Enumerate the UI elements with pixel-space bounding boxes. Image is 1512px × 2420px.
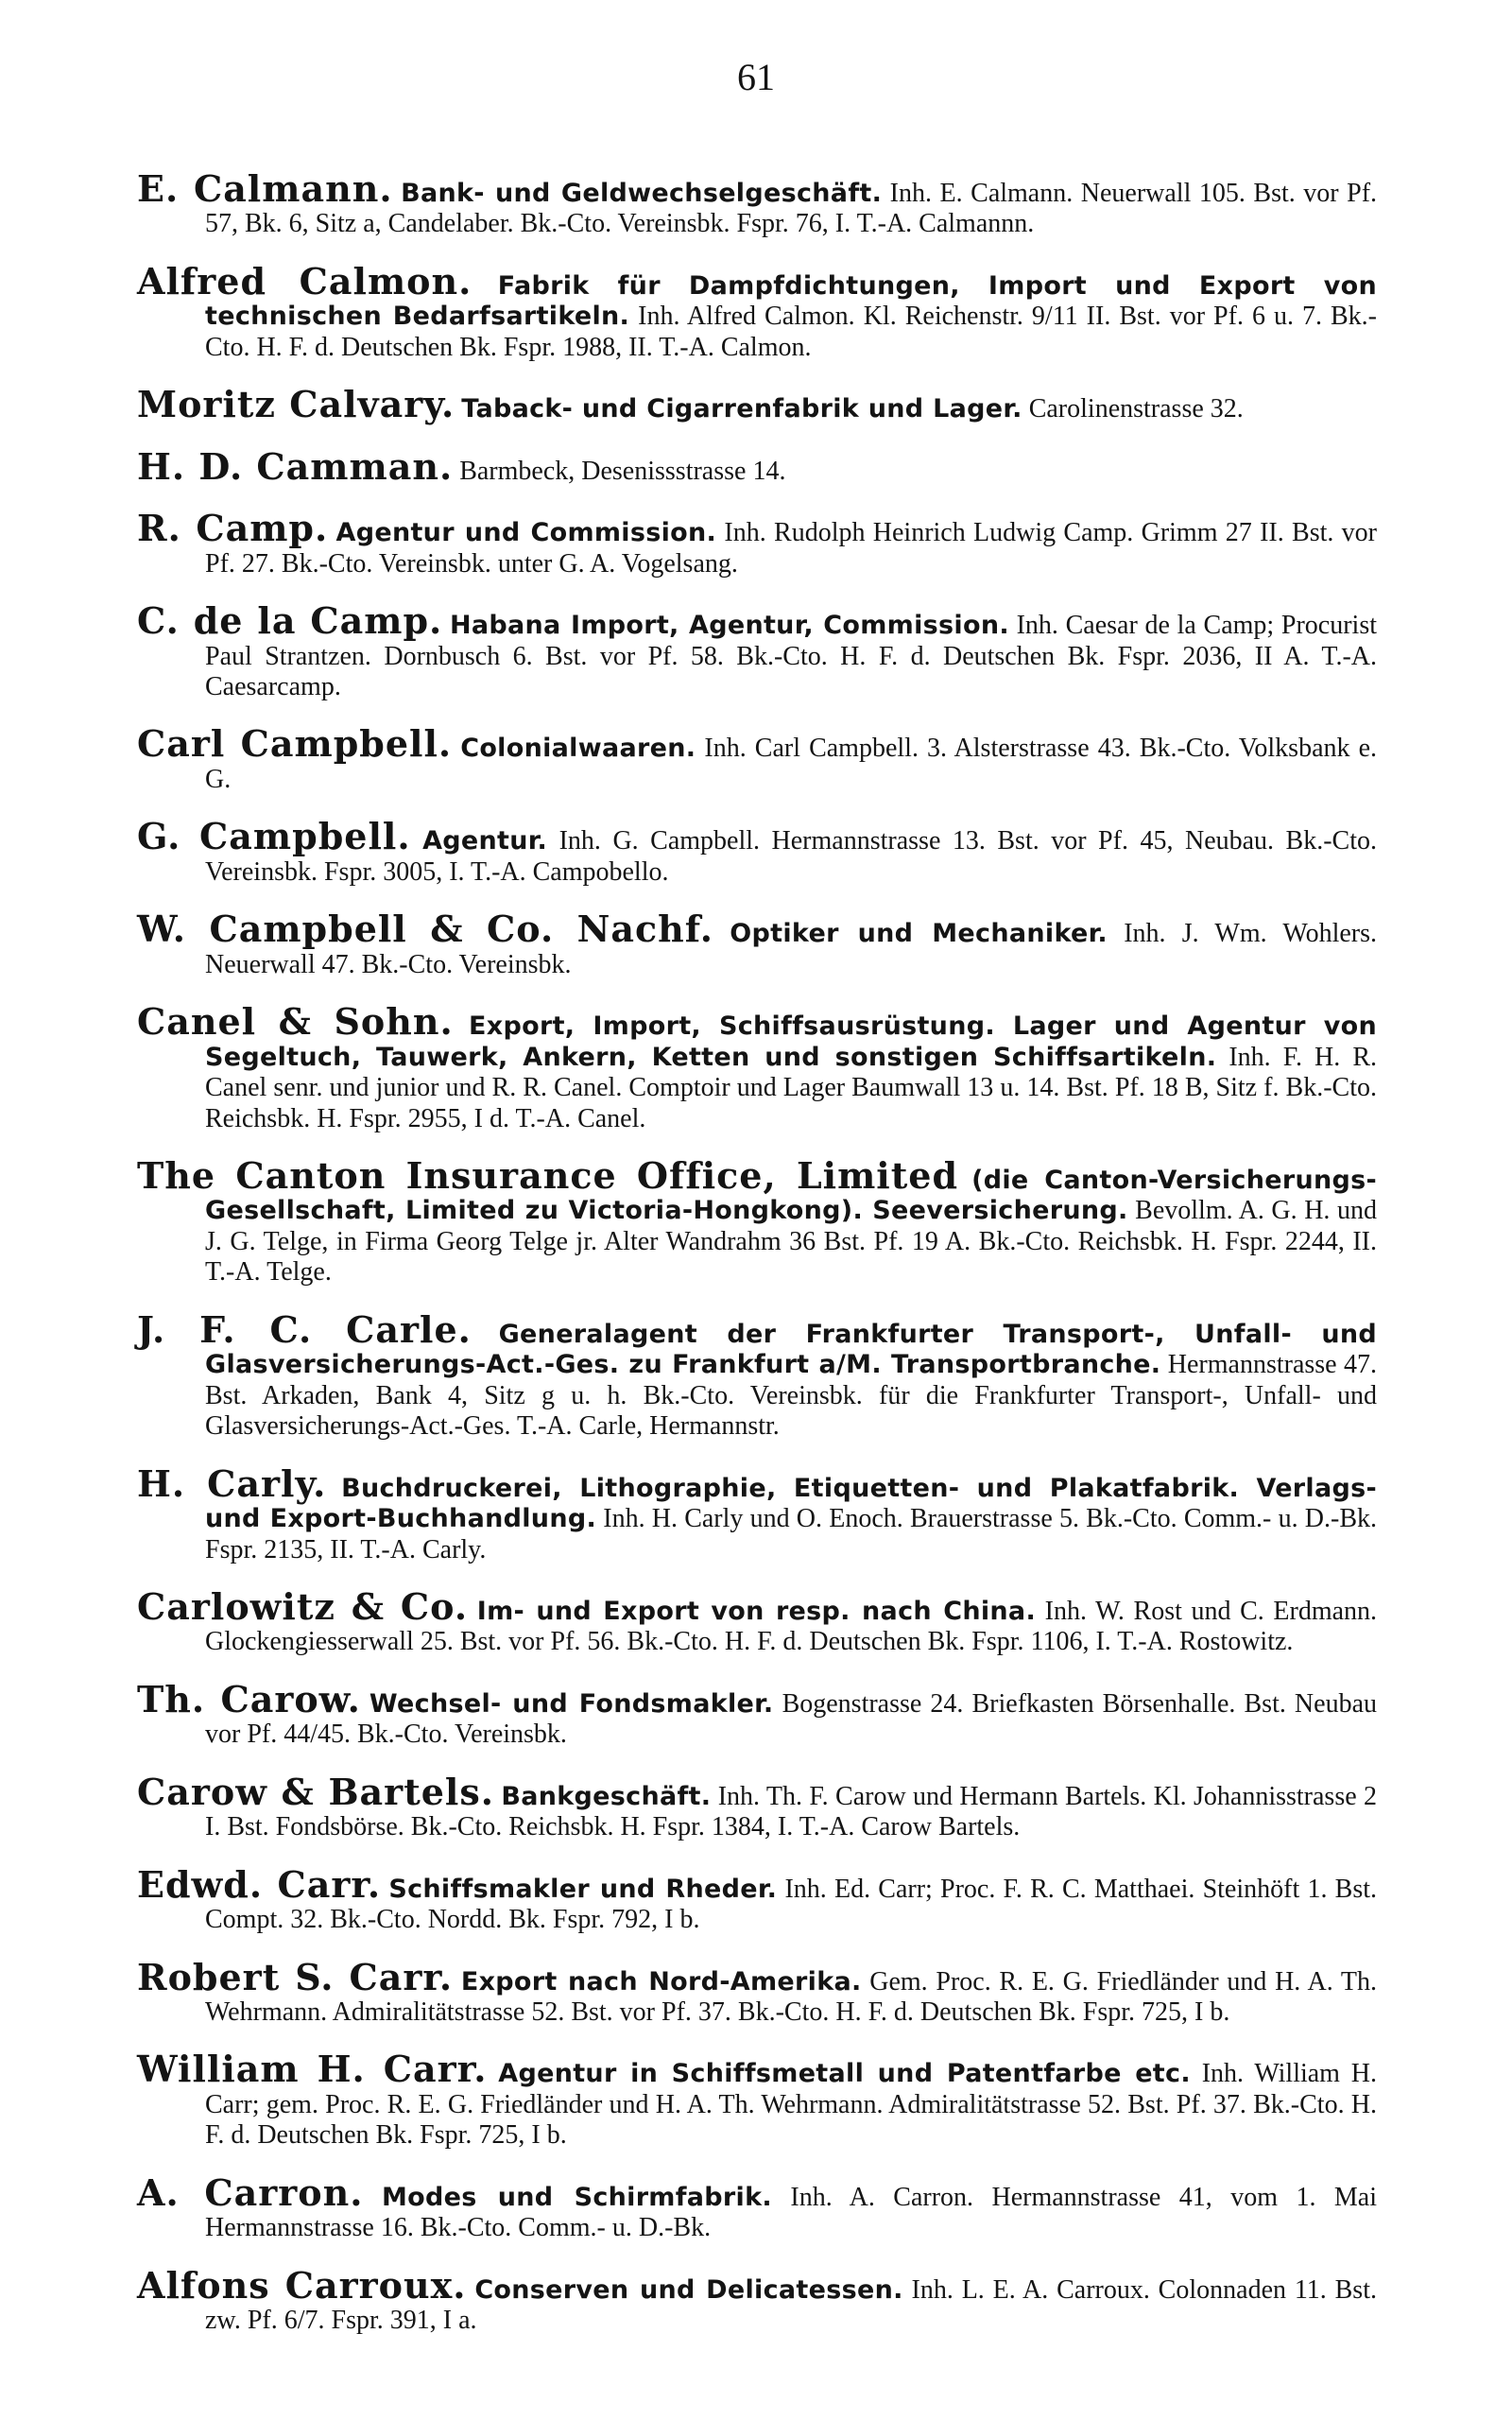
business-type: Im- und Export von resp. nach China. — [476, 1596, 1037, 1626]
entry-details: Barmbeck, Desenissstrasse 14. — [459, 456, 786, 486]
directory-entry — [137, 1153, 1378, 1288]
entry-details: Inh. Ed. Carr; Proc. F. R. C. Matthaei. Steinhöft 1. Bst. Compt. 32. Bk.-Cto. Nordd. Bk. Fspr. 792, I b. — [205, 1874, 1378, 1935]
firm-name: William H. Carr. — [137, 2048, 488, 2091]
firm-name: Robert S. Carr. — [137, 1955, 454, 1998]
business-type: Habana Import, Agentur, Commission. — [449, 611, 1009, 641]
firm-name: C. de la Camp. — [137, 599, 443, 643]
directory-entry — [137, 1770, 1378, 1843]
firm-name: H. Carly. — [137, 1461, 327, 1505]
entry-details: Inh. J. Wm. Wohlers. Neuerwall 47. Bk.-Cto. Vereinsbk. — [205, 919, 1378, 979]
directory-entry — [137, 259, 1378, 363]
firm-name: Alfons Carroux. — [137, 2263, 467, 2307]
firm-name: R. Camp. — [137, 507, 329, 550]
entry-details: Bogenstrasse 24. Briefkasten Börsenhalle. Bst. Neubau vor Pf. 44/45. Bk.-Cto. Vereinsbk. — [205, 1688, 1378, 1750]
entry-details: Inh. E. Calmann. Neuerwall 105. Bst. vor Pf. 57, Bk. 6, Sitz a, Candelaber. Bk.-Cto. Vereinsbk. Fspr. 76, I. T.-A. Calmannn. — [205, 179, 1378, 239]
entry-details: Inh. L. E. A. Carroux. Colonnaden 11. Bst. zw. Pf. 6/7. Fspr. 391, I a. — [205, 2274, 1377, 2336]
business-type: Colonialwaaren. — [460, 734, 696, 764]
business-type: Buchdruckerei, Lithographie, Etiquetten- und Plakatfabrik. Verlags- und Export-Buchhandlung. — [205, 1473, 1377, 1534]
directory-entry — [137, 722, 1378, 795]
entry-list — [137, 147, 1377, 2341]
business-type: Agentur und Commission. — [335, 518, 717, 548]
entry-details: Inh. Rudolph Heinrich Ludwig Camp. Grimm 27 II. Bst. vor Pf. 27. Bk.-Cto. Vereinsbk. unter G. A. Vogelsang. — [205, 518, 1377, 579]
entry-details: Inh. F. H. R. Canel senr. und junior und R. R. Canel. Comptoir und Lager Baumwall 13 u. 14. Bst. Pf. 18 B, Sitz f. Bk.-Cto. Reichsbk. H. Fspr. 2955, I d. T.-A. Canel. — [205, 1042, 1377, 1133]
directory-entry — [137, 599, 1377, 702]
business-type: Export, Import, Schiffsausrüstung. Lager und Agentur von Segeltuch, Tauwerk, Ankern, Ketten und sonstigen Schiffsartikeln. — [205, 1011, 1377, 1072]
firm-name: Carow & Bartels. — [137, 1770, 494, 1813]
firm-name: A. Carron. — [137, 2170, 364, 2214]
business-type: (die Canton-Versicherungs-Gesellschaft, Limited zu Victoria-Hongkong). Seeversicherung. — [205, 1165, 1378, 1226]
directory-entry — [137, 1461, 1377, 1565]
firm-name: Edwd. Carr. — [137, 1862, 382, 1906]
entry-details: Inh. Alfred Calmon. Kl. Reichenstr. 9/11 II. Bst. vor Pf. 6 u. 7. Bk.-Cto. H. F. d. Deutschen Bk. Fspr. 1988, II. T.-A. Calmon. — [205, 302, 1378, 362]
business-type: Fabrik für Dampfdichtungen, Import und Export von technischen Bedarfsartikeln. — [205, 270, 1378, 332]
entry-details: Inh. William H. Carr; gem. Proc. R. E. G. Friedländer und H. A. Th. Wehrmann. Admiralitätstrasse 52. Bst. Pf. 37. Bk.-Cto. H. F. d. Deutschen Bk. Fspr. 725, I b. — [205, 2059, 1377, 2151]
directory-entry — [137, 2263, 1377, 2337]
page-number: 61 — [737, 56, 775, 98]
business-type: Schiffsmakler und Rheder. — [388, 1874, 778, 1904]
business-type: Bank- und Geldwechselgeschäft. — [401, 179, 883, 208]
firm-name: E. Calmann. — [137, 167, 393, 210]
business-type: Wechsel- und Fondsmakler. — [369, 1688, 774, 1719]
business-type: Bankgeschäft. — [501, 1781, 712, 1811]
firm-name: H. D. Camman. — [137, 444, 454, 488]
directory-entry — [137, 1307, 1378, 1443]
entry-details: Inh. H. Carly und O. Enoch. Brauerstrasse 5. Bk.-Cto. Comm.- u. D.-Bk. Fspr. 2135, II. T.-A. Carly. — [205, 1504, 1377, 1564]
entry-details: Inh. W. Rost und C. Erdmann. Glockengiesserwall 25. Bst. vor Pf. 56. Bk.-Cto. H. F. d. Deutschen Bk. Fspr. 1106, I. T.-A. Rostowitz. — [205, 1596, 1378, 1657]
firm-name: Alfred Calmon. — [137, 259, 472, 302]
firm-name: Carlowitz & Co. — [137, 1584, 469, 1628]
directory-entry — [137, 444, 1377, 488]
directory-entry — [137, 1584, 1378, 1658]
entry-details: Inh. G. Campbell. Hermannstrasse 13. Bst. vor Pf. 45, Neubau. Bk.-Cto. Vereinsbk. Fspr. 3005, I. T.-A. Campobello. — [205, 826, 1378, 887]
entry-details: Inh. Carl Campbell. 3. Alsterstrasse 43. Bk.-Cto. Volksbank e. G. — [205, 734, 1378, 794]
firm-name: J. F. C. Carle. — [137, 1307, 472, 1351]
business-type: Modes und Schirmfabrik. — [381, 2182, 772, 2212]
entry-details: Inh. Caesar de la Camp; Procurist Paul Strantzen. Dornbusch 6. Bst. vor Pf. 58. Bk.-Cto. H. F. d. Deutschen Bk. Fspr. 2036, II A. T.-A. Caesarcamp. — [205, 611, 1377, 701]
directory-entry — [137, 383, 1377, 426]
firm-name: Moritz Calvary. — [137, 383, 455, 426]
directory-entry — [137, 1677, 1378, 1751]
business-type: Optiker und Mechaniker. — [730, 919, 1108, 949]
business-type: Generalagent der Frankfurter Transport-, Unfall- und Glasversicherungs-Act.-Ges. zu Frankfurt a/M. Transportbranche. — [205, 1319, 1378, 1380]
directory-entry — [137, 908, 1378, 980]
directory-entry — [137, 2048, 1377, 2151]
directory-entry — [137, 1862, 1378, 1936]
entry-details: Inh. Th. F. Carow und Hermann Bartels. Kl. Johannisstrasse 2 I. Bst. Fondsbörse. Bk.-Cto. Reichsbk. H. Fspr. 1384, I. T.-A. Carow Bartels. — [205, 1781, 1378, 1842]
firm-name: G. Campbell. — [137, 815, 411, 858]
directory-entry — [137, 2170, 1377, 2244]
firm-name: The Canton Insurance Office, Limited — [137, 1153, 959, 1197]
business-type: Conserven und Delicatessen. — [474, 2274, 903, 2305]
business-type: Agentur. — [422, 826, 548, 856]
directory-entry — [137, 1955, 1378, 2029]
firm-name: Canel & Sohn. — [137, 1000, 454, 1044]
entry-details: Gem. Proc. R. E. G. Friedländer und H. A. Th. Wehrmann. Admiralitätstrasse 52. Bst. vor Pf. 37. Bk.-Cto. H. F. d. Deutschen Bk. Fspr. 725, I b. — [205, 1966, 1378, 2028]
firm-name: Th. Carow. — [137, 1677, 361, 1720]
directory-entry — [137, 815, 1378, 888]
firm-name: W. Campbell & Co. Nachf. — [137, 908, 714, 951]
business-type: Export nach Nord-Amerika. — [460, 1966, 862, 1996]
entry-details: Carolinenstrasse 32. — [1028, 394, 1244, 424]
directory-entry — [137, 507, 1377, 579]
business-type: Agentur in Schiffsmetall und Patentfarbe etc. — [498, 2059, 1191, 2089]
entry-details: Inh. A. Carron. Hermannstrasse 41, vom 1. Mai Hermannstrasse 16. Bk.-Cto. Comm.- u. D.-Bk. — [205, 2182, 1377, 2243]
directory-entry — [137, 167, 1378, 240]
entry-details: Bevollm. A. G. H. und J. G. Telge, in Firma Georg Telge jr. Alter Wandrahm 36 Bst. Pf. 19 A. Bk.-Cto. Reichsbk. H. Fspr. 2244, II. T.-A. Telge. — [205, 1196, 1378, 1288]
business-type: Taback- und Cigarrenfabrik und Lager. — [461, 394, 1022, 424]
entry-details: Hermannstrasse 47. Bst. Arkaden, Bank 4, Sitz g u. h. Bk.-Cto. Vereinsbk. für die Frankfurter Transport-, Unfall- und Glasversicherungs-Act.-Ges. T.-A. Carle, Hermannstr. — [205, 1350, 1377, 1442]
directory-entry — [137, 1000, 1377, 1134]
firm-name: Carl Campbell. — [137, 722, 453, 766]
